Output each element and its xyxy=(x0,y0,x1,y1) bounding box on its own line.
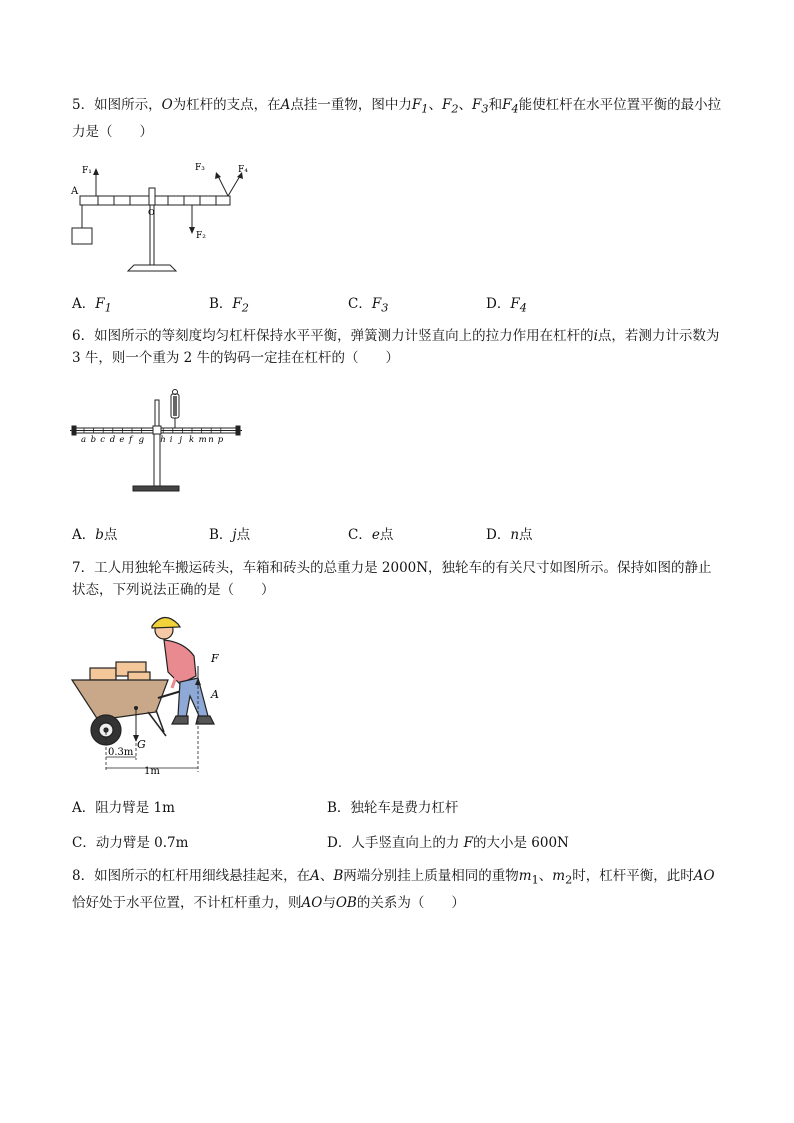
q6-option-b[interactable]: B．j点 xyxy=(209,527,251,543)
q6-stem: 6．如图所示的等刻度均匀杠杆保持水平平衡，弹簧测力计竖直向上的拉力作用在杠杆的i点，若测力计示数为 3 牛，则一个重为 2 牛的钩码一定挂在杠杆的（ ） xyxy=(72,328,720,366)
q5-option-a[interactable]: A．$F_1$ xyxy=(72,296,112,315)
q5-option-b[interactable]: B．$F_2$ xyxy=(209,296,249,315)
q6-tick-label: h xyxy=(160,435,166,445)
arrow-icon xyxy=(215,172,221,179)
q7-fig-A: A xyxy=(211,688,219,701)
q7-fig-d2: 1m xyxy=(144,766,160,777)
q5-lever-figure xyxy=(68,158,258,278)
q6-tick-label: p xyxy=(217,435,224,445)
q5-fig-O: O xyxy=(148,208,155,217)
q7-option-b[interactable]: B．独轮车是费力杠杆 xyxy=(327,800,459,816)
q5-fig-F1: F₁ xyxy=(82,166,92,176)
q8-stem: 8．如图所示的杠杆用细线悬挂起来，在A、B两端分别挂上质量相同的重物$m_1$、$m_2$时，杠杆平衡，此时AO恰好处于水平位置，不计杠杆重力，则AO与OB的关系为（ ） xyxy=(72,868,715,911)
q6-tick-label: f xyxy=(129,435,133,445)
q6-tick-label: k xyxy=(189,435,195,445)
q7-fig-G: G xyxy=(137,738,146,751)
q6-number: 6． xyxy=(72,328,95,344)
q5-fig-A: A xyxy=(71,186,79,197)
q6-lever-figure xyxy=(70,388,245,500)
q6-option-a[interactable]: A．b点 xyxy=(72,527,118,543)
q6-tick-label: i xyxy=(169,435,173,445)
q5-fig-F2: F₂ xyxy=(196,231,206,241)
q6-tick-label: b xyxy=(90,435,97,445)
q5-option-d[interactable]: D．$F_4$ xyxy=(486,296,527,315)
q6-tick-label: c xyxy=(100,435,105,445)
q5-option-c[interactable]: C．$F_3$ xyxy=(348,296,389,315)
q6-tick-label: a xyxy=(81,435,87,445)
q6-tick-label: d xyxy=(109,435,116,445)
q5-fig-F4: F₄ xyxy=(238,165,248,175)
q7-wheelbarrow-figure xyxy=(68,612,233,777)
q7-option-a[interactable]: A．阻力臂是 1m xyxy=(72,800,175,816)
q7-fig-F: F xyxy=(211,652,219,665)
q7-option-d[interactable]: D．人手竖直向上的力 F的大小是 600N xyxy=(327,835,569,851)
q6-tick-label: m xyxy=(198,435,207,445)
q7-number: 7． xyxy=(72,560,95,576)
q6-tick-label: e xyxy=(119,435,125,445)
q7-fig-d1: 0.3m xyxy=(108,747,134,758)
q7-stem: 7．工人用独轮车搬运砖头，车箱和砖头的总重力是 2000N，独轮车的有关尺寸如图所示。保持如图的静止状态，下列说法正确的是（ ） xyxy=(72,560,712,598)
q6-tick-label: j xyxy=(179,435,183,445)
q6-option-c[interactable]: C．e点 xyxy=(348,527,394,543)
arrow-up-icon xyxy=(93,168,99,175)
q8-number: 8． xyxy=(72,868,95,884)
q7-option-c[interactable]: C．动力臂是 0.7m xyxy=(72,835,189,851)
q5-stem: 5．如图所示，O为杠杆的支点，在A点挂一重物，图中力$F_1$、$F_2$、$F_3$和$F_4$能使杠杆在水平位置平衡的最小拉力是（ ） xyxy=(72,97,722,140)
arrow-down-icon xyxy=(189,227,195,234)
q5-number: 5． xyxy=(72,97,95,113)
q6-tick-label: g xyxy=(138,435,145,445)
q5-fig-F3: F₃ xyxy=(195,163,205,173)
q6-option-d[interactable]: D．n点 xyxy=(486,527,533,543)
q6-tick-label: n xyxy=(208,435,214,445)
